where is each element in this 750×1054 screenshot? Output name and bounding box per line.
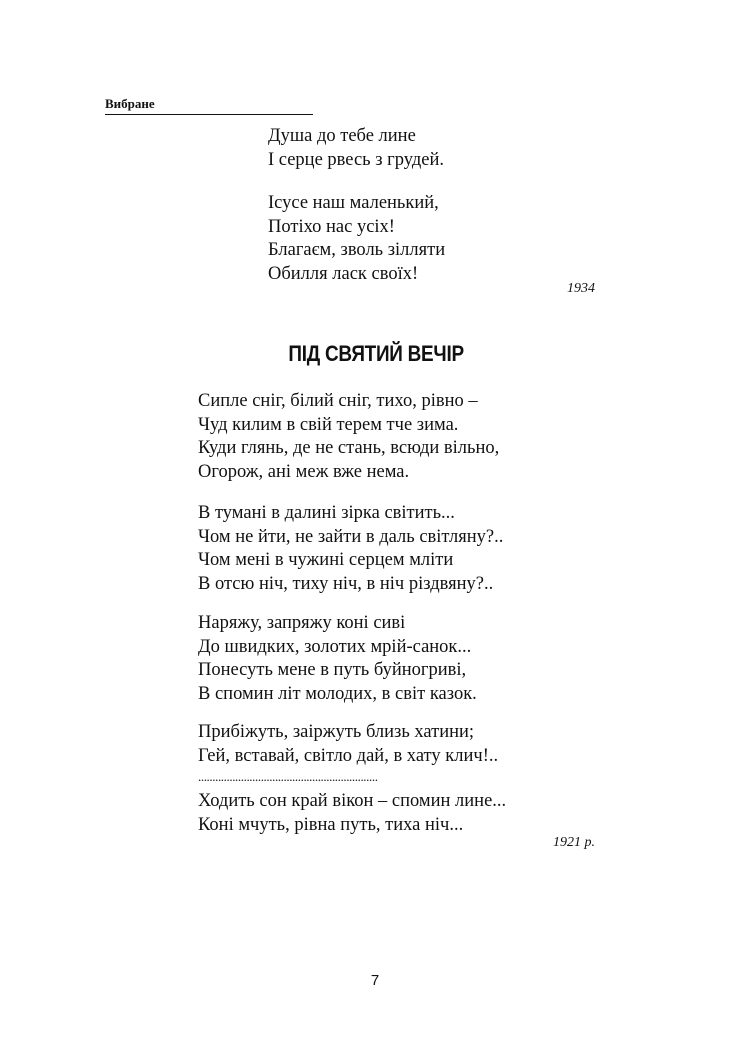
verse-line: І серце рвесь з грудей. (268, 149, 445, 170)
verse-line: Чом не йти, не зайти в даль світляну?.. (198, 526, 504, 547)
poem2-stanza-2 (198, 502, 503, 596)
verse-line: Благаєм, зволь зілляти (268, 240, 446, 260)
poem2-stanza-3 (198, 612, 477, 706)
verse-line: Потіхо нас усіх! (268, 216, 395, 237)
verse-line: Ходить сон край вікон – спомин лине... (198, 791, 507, 811)
verse-line: Куди глянь, де не стань, всюди вільно, (198, 438, 500, 458)
verse-line: Гей, вставай, світло дай, в хату клич!.. (198, 745, 499, 766)
verse-line: Чуд килим в свій терем тче зима. (198, 414, 459, 435)
verse-line: В тумані в далині зірка світить... (198, 503, 455, 523)
verse-line: Душа до тебе лине (268, 126, 416, 146)
poem2-date: 1921 р. (553, 835, 595, 850)
verse-line: До швидких, золотих мрій-санок... (198, 636, 472, 657)
verse-line: Чом мені в чужині серцем мліти (198, 550, 454, 570)
page-number: 7 (370, 972, 380, 989)
verse-line: В спомин літ молодих, в світ казок. (198, 683, 477, 704)
verse-line: Наряжу, запряжу коні сиві (198, 613, 406, 633)
running-header: Вибране (105, 96, 313, 115)
verse-line: Понесуть мене в путь буйногриві, (198, 660, 467, 680)
poem-title: ПІД СВЯТИЙ ВЕЧІР (288, 341, 464, 366)
poem2-stanza-1 (198, 390, 499, 484)
verse-line: Сипле сніг, білий сніг, тихо, рівно – (198, 391, 478, 411)
verse-line: Коні мчуть, рівна путь, тиха ніч... (198, 814, 464, 835)
verse-line: Огорож, ані меж вже нема. (198, 461, 410, 482)
ellipsis-line: ............................................................... (198, 769, 378, 784)
poem1-date: 1934 (567, 281, 595, 296)
verse-line: В отсю ніч, тиху ніч, в ніч різдвяну?.. (198, 573, 494, 594)
poem1-stanza-2 (268, 192, 445, 286)
verse-line: Прибіжуть, заіржуть близь хатини; (198, 722, 475, 742)
poem1-stanza-1 (268, 125, 444, 172)
poem2-stanza-4 (198, 721, 506, 837)
verse-line: Ісусе наш маленький, (268, 193, 439, 213)
verse-line: Обилля ласк своїх! (268, 263, 419, 284)
